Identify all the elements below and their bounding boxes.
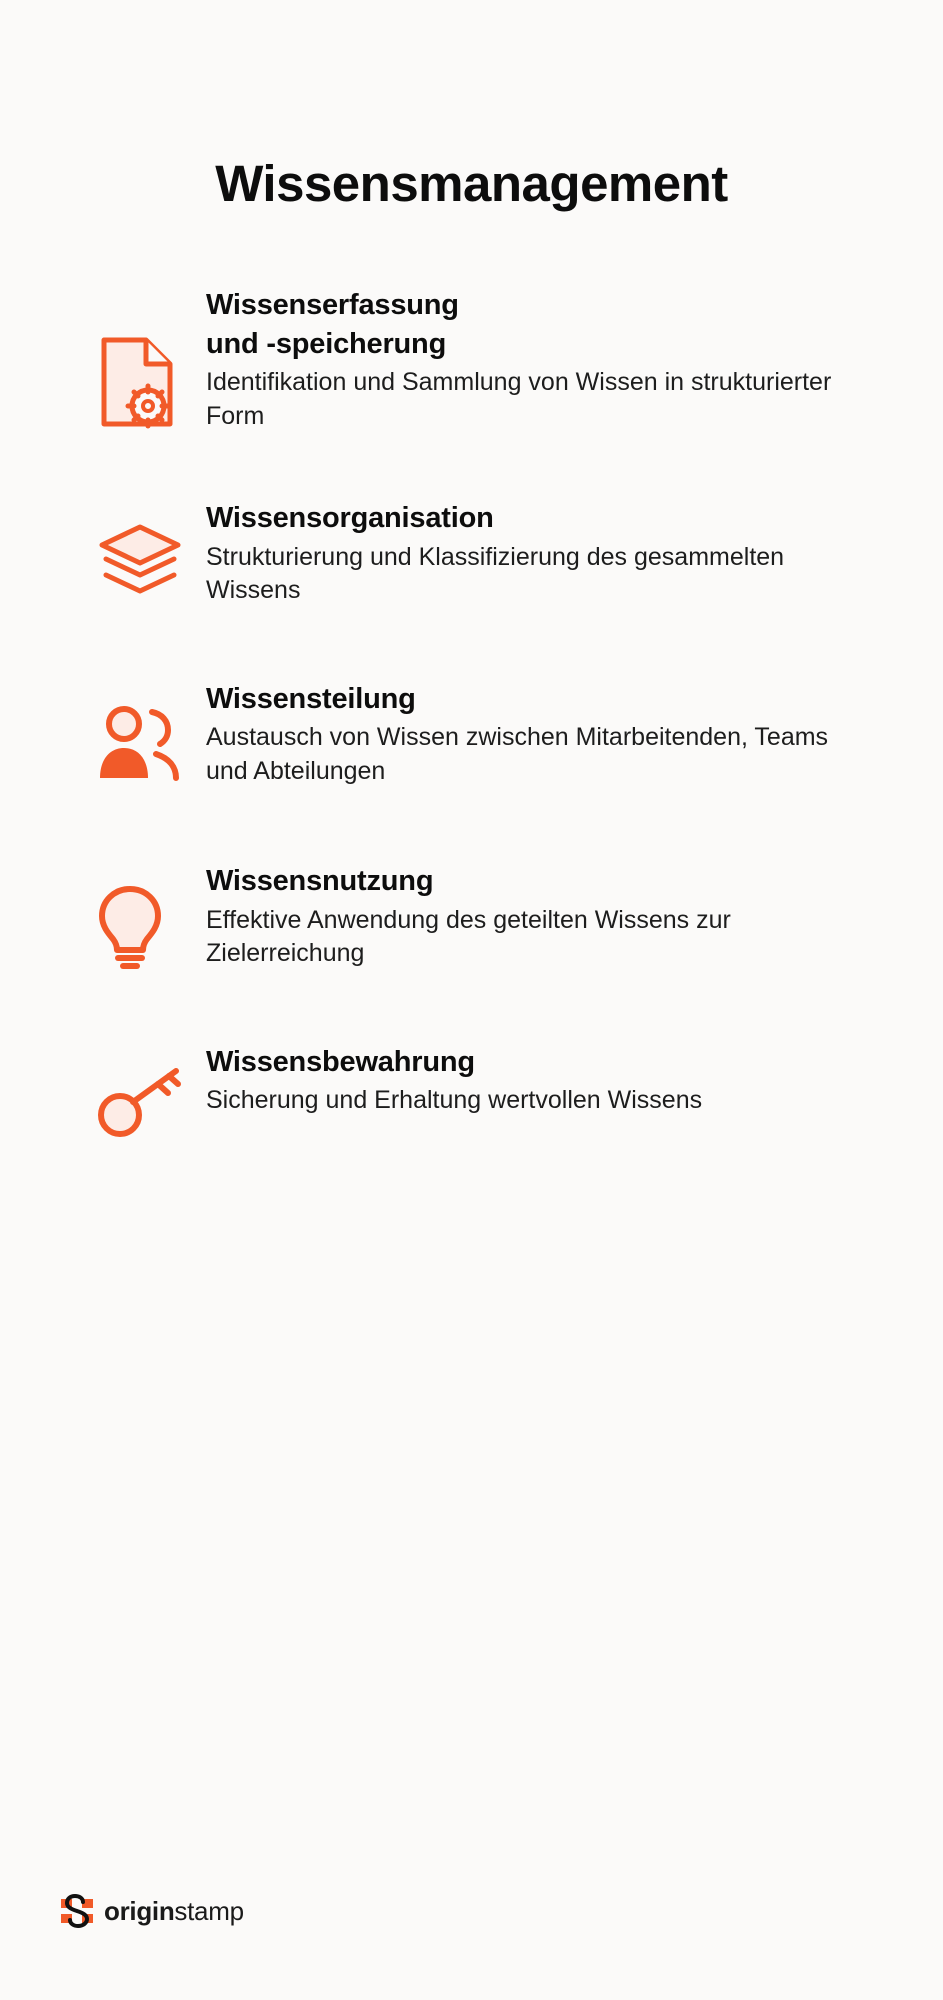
list-item <box>0 499 943 608</box>
list-item <box>0 1043 943 1141</box>
footer-logo <box>60 1894 244 1928</box>
item-description: Austausch von Wissen zwischen Mitarbeitenden, Teams und Abteilungen <box>206 723 829 785</box>
item-title: Wissensnutzung <box>206 865 434 898</box>
item-title: Wissensbewahrung <box>206 1045 475 1078</box>
item-title: Wissensorganisation <box>206 502 494 535</box>
item-text <box>206 499 866 608</box>
item-text <box>206 680 866 789</box>
lightbulb-icon <box>96 862 206 970</box>
key-icon <box>96 1043 206 1141</box>
list-item <box>0 286 943 433</box>
brand-name-normal: stamp <box>174 1896 244 1926</box>
page-title: Wissensmanagement <box>215 155 728 213</box>
layers-stack-icon <box>96 499 206 595</box>
item-title-line-2: und -speicherung <box>206 327 447 360</box>
originstamp-logo-icon <box>60 1894 94 1928</box>
item-description: Sicherung und Erhaltung wertvollen Wissens <box>206 1086 703 1115</box>
item-title-line-1: Wissenserfassung <box>206 289 459 321</box>
document-gear-icon <box>96 286 206 430</box>
brand-name <box>104 1898 244 1924</box>
brand-name-bold: origin <box>104 1896 175 1926</box>
item-text <box>206 286 866 433</box>
item-text <box>206 862 866 971</box>
item-title <box>206 286 866 363</box>
list-item <box>0 862 943 971</box>
item-description: Effektive Anwendung des geteilten Wissens zur Zielerreichung <box>206 905 731 968</box>
people-group-icon <box>96 680 206 784</box>
item-description: Strukturierung und Klassifizierung des gesammelten Wissens <box>206 542 785 605</box>
item-list <box>0 286 943 1141</box>
item-description: Identifikation und Sammlung von Wissen in strukturierter Form <box>206 368 832 430</box>
item-text <box>206 1043 866 1118</box>
list-item <box>0 680 943 789</box>
item-title: Wissensteilung <box>206 682 416 715</box>
